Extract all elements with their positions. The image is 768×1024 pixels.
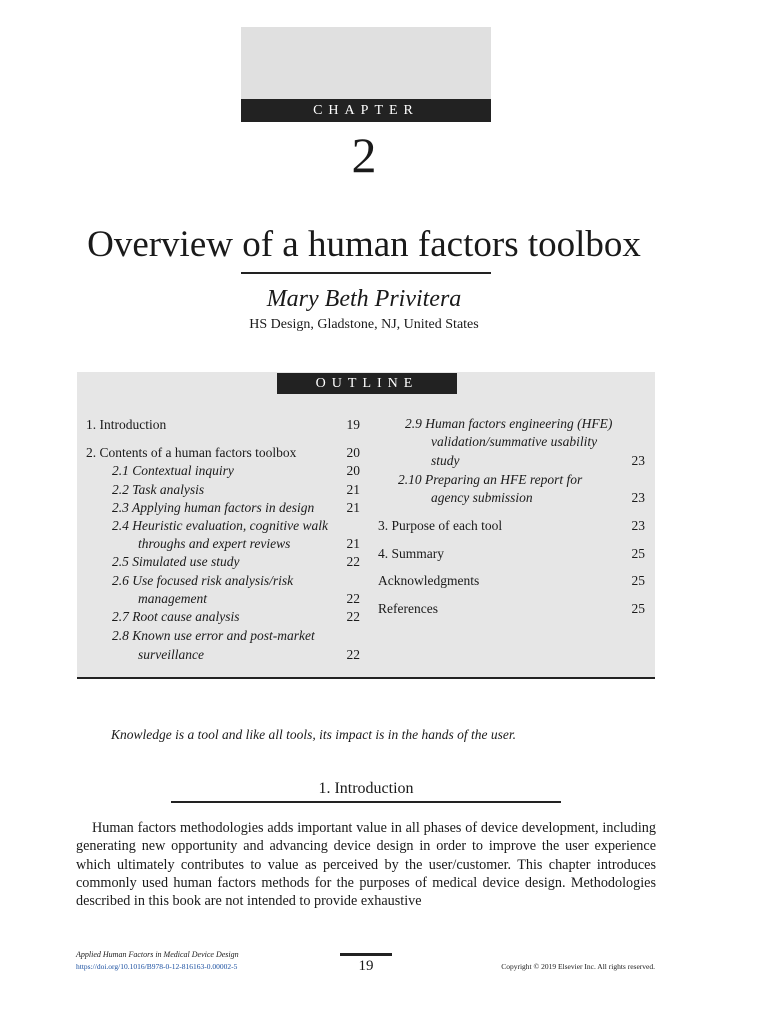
toc-page: 25: [631, 601, 645, 616]
toc-label: Introduction: [99, 417, 167, 432]
toc-label: Purpose of each tool: [391, 518, 503, 533]
toc-number: 2.10: [398, 472, 422, 487]
toc-number: 2.4: [112, 518, 129, 533]
toc-number: 2.8: [112, 628, 129, 643]
toc-item-2-10-cont: agency submission: [431, 490, 533, 505]
section-divider: [171, 801, 561, 803]
toc-page: 19: [346, 417, 360, 432]
toc-label: Contents of a human factors toolbox: [99, 445, 297, 460]
toc-item-2-2[interactable]: [112, 481, 204, 499]
toc-page: 20: [346, 445, 360, 460]
outline-label: OUTLINE: [277, 373, 457, 394]
toc-page: 25: [631, 546, 645, 561]
footer-page-number: 19: [358, 958, 374, 974]
toc-number: 2.: [86, 445, 97, 460]
toc-label: Applying human factors in design: [132, 500, 315, 515]
toc-item-2-8[interactable]: [112, 627, 315, 645]
toc-page: 21: [346, 536, 360, 551]
footer-doi-link[interactable]: https://doi.org/10.1016/B978-0-12-816163-0.00002-5: [76, 962, 238, 971]
toc-item-2-6-cont: management: [138, 591, 207, 606]
footer-book-title: Applied Human Factors in Medical Device Design: [76, 950, 239, 959]
toc-item-2-3[interactable]: [112, 499, 314, 517]
toc-label: Preparing an HFE report for: [425, 472, 583, 487]
toc-label: Human factors engineering (HFE): [425, 416, 613, 431]
toc-label: Use focused risk analysis/risk: [132, 573, 294, 588]
chapter-number: 2: [351, 127, 377, 183]
toc-page: 23: [631, 518, 645, 533]
toc-page: 21: [346, 482, 360, 497]
toc-label: Known use error and post-market: [132, 628, 315, 643]
toc-number: 2.6: [112, 573, 129, 588]
toc-number: 2.9: [405, 416, 422, 431]
toc-page: 22: [346, 591, 360, 606]
toc-item-2-9[interactable]: [405, 415, 612, 433]
toc-item-contents[interactable]: [86, 444, 296, 462]
toc-item-2-4-cont: throughs and expert reviews: [138, 536, 291, 551]
toc-item-2-1[interactable]: [112, 462, 234, 480]
toc-page: 20: [346, 463, 360, 478]
toc-item-2-4[interactable]: [112, 517, 328, 535]
toc-item-2-6[interactable]: [112, 572, 293, 590]
toc-page: 23: [631, 490, 645, 505]
toc-page: 23: [631, 453, 645, 468]
toc-page: 22: [346, 647, 360, 662]
body-paragraph: [76, 819, 656, 910]
toc-label: Simulated use study: [132, 554, 240, 569]
toc-number: 3.: [378, 518, 389, 533]
toc-label: Heuristic evaluation, cognitive walk: [132, 518, 328, 533]
body-text: Human factors methodologies adds important value in all phases of device development, including generating new opportunity and advancing device design in order to improve the user experience which ultimately contributes to value as perceived by the user/customer. This chapter introduces commonly used human factors methods for the purposes of medical device design. Methodologies described in this book are not intended to provide exhaustive: [76, 820, 656, 910]
toc-item-summary[interactable]: [378, 545, 444, 563]
toc-item-purpose[interactable]: [378, 517, 502, 535]
toc-number: 2.2: [112, 482, 129, 497]
toc-number: 2.3: [112, 500, 129, 515]
toc-item-2-8-cont: surveillance: [138, 647, 204, 662]
toc-item-2-9-cont: validation/summative usability: [431, 434, 598, 449]
section-heading: 1. Introduction: [318, 780, 414, 797]
toc-item-2-7[interactable]: [112, 608, 240, 626]
epigraph: Knowledge is a tool and like all tools, its impact is in the hands of the user.: [111, 727, 516, 742]
toc-number: 4.: [378, 546, 389, 561]
toc-item-2-9-cont2: study: [431, 453, 460, 468]
footer-copyright: Copyright © 2019 Elsevier Inc. All rights reserved.: [501, 962, 655, 971]
toc-label: Contextual inquiry: [132, 463, 234, 478]
author-affiliation: HS Design, Gladstone, NJ, United States: [249, 317, 479, 332]
toc-page: 22: [346, 609, 360, 624]
toc-item-acknowledgments[interactable]: Acknowledgments: [378, 573, 480, 588]
toc-item-references[interactable]: References: [378, 601, 438, 616]
toc-number: 1.: [86, 417, 97, 432]
toc-item-introduction[interactable]: [86, 416, 166, 434]
title-divider: [241, 272, 491, 274]
chapter-title: Overview of a human factors toolbox: [87, 224, 641, 265]
chapter-label: CHAPTER: [241, 99, 491, 122]
toc-item-2-5[interactable]: [112, 553, 240, 571]
toc-number: 2.1: [112, 463, 129, 478]
toc-page: 21: [346, 500, 360, 515]
toc-item-2-10[interactable]: [398, 471, 582, 489]
toc-label: Root cause analysis: [132, 609, 240, 624]
author-name: Mary Beth Privitera: [266, 286, 462, 312]
toc-number: 2.5: [112, 554, 129, 569]
toc-number: 2.7: [112, 609, 129, 624]
toc-page: 22: [346, 554, 360, 569]
toc-label: Task analysis: [132, 482, 205, 497]
toc-label: Summary: [391, 546, 444, 561]
toc-page: 25: [631, 573, 645, 588]
footer-page-rule: [340, 953, 392, 956]
